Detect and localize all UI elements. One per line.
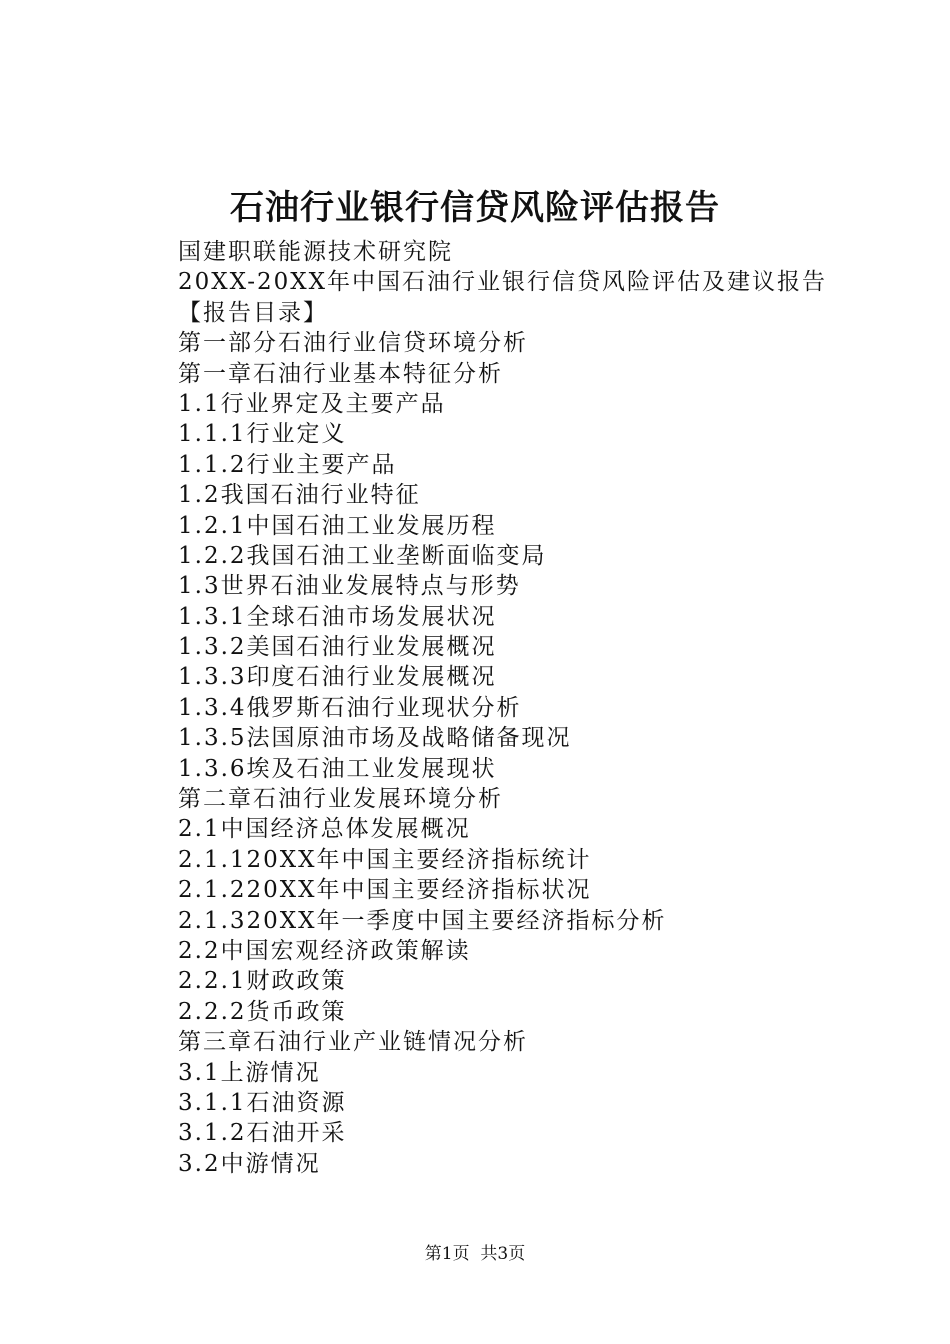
body-line: 1.3.6埃及石油工业发展现状 bbox=[178, 755, 497, 782]
body-line: 1.2.2我国石油工业垄断面临变局 bbox=[178, 542, 547, 569]
body-line: 1.3世界石油业发展特点与形势 bbox=[178, 573, 521, 600]
body-line: 2.2.1财政政策 bbox=[178, 968, 347, 995]
body-line: 2.1.320XX年一季度中国主要经济指标分析 bbox=[178, 907, 667, 934]
body-line: 2.1.120XX年中国主要经济指标统计 bbox=[178, 846, 592, 873]
body-line: 2.1中国经济总体发展概况 bbox=[178, 816, 471, 843]
body-line: 1.1.1行业定义 bbox=[178, 421, 347, 448]
body-line: 3.2中游情况 bbox=[178, 1150, 321, 1177]
body-line: 3.1上游情况 bbox=[178, 1059, 321, 1086]
document-body bbox=[178, 237, 878, 1179]
body-line: 20XX-20XX年中国石油行业银行信贷风险评估及建议报告 bbox=[178, 269, 827, 296]
body-line: 第一章石油行业基本特征分析 bbox=[178, 360, 503, 387]
body-line: 1.2我国石油行业特征 bbox=[178, 482, 421, 509]
body-line: 1.3.1全球石油市场发展状况 bbox=[178, 603, 497, 630]
body-line: 1.3.2美国石油行业发展概况 bbox=[178, 634, 497, 661]
document-title: 石油行业银行信贷风险评估报告 bbox=[230, 188, 720, 228]
body-line: 【报告目录】 bbox=[178, 299, 328, 326]
body-line: 1.2.1中国石油工业发展历程 bbox=[178, 512, 497, 539]
body-line: 1.1.2行业主要产品 bbox=[178, 451, 397, 478]
body-line: 1.1行业界定及主要产品 bbox=[178, 390, 446, 417]
page-footer: 第1页 共3页 bbox=[424, 1244, 526, 1264]
body-line: 1.3.3印度石油行业发展概况 bbox=[178, 664, 497, 691]
body-line: 1.3.4俄罗斯石油行业现状分析 bbox=[178, 694, 522, 721]
body-line: 2.2.2货币政策 bbox=[178, 998, 347, 1025]
body-line: 国建职联能源技术研究院 bbox=[178, 239, 453, 265]
body-line: 第一部分石油行业信贷环境分析 bbox=[178, 330, 528, 357]
body-line: 第二章石油行业发展环境分析 bbox=[178, 786, 503, 813]
body-line: 3.1.2石油开采 bbox=[178, 1120, 347, 1147]
body-line: 第三章石油行业产业链情况分析 bbox=[178, 1029, 528, 1056]
body-line: 1.3.5法国原油市场及战略储备现况 bbox=[178, 725, 572, 752]
body-line: 3.1.1石油资源 bbox=[178, 1089, 347, 1116]
body-line: 2.1.220XX年中国主要经济指标状况 bbox=[178, 877, 592, 904]
body-line: 2.2中国宏观经济政策解读 bbox=[178, 937, 471, 964]
